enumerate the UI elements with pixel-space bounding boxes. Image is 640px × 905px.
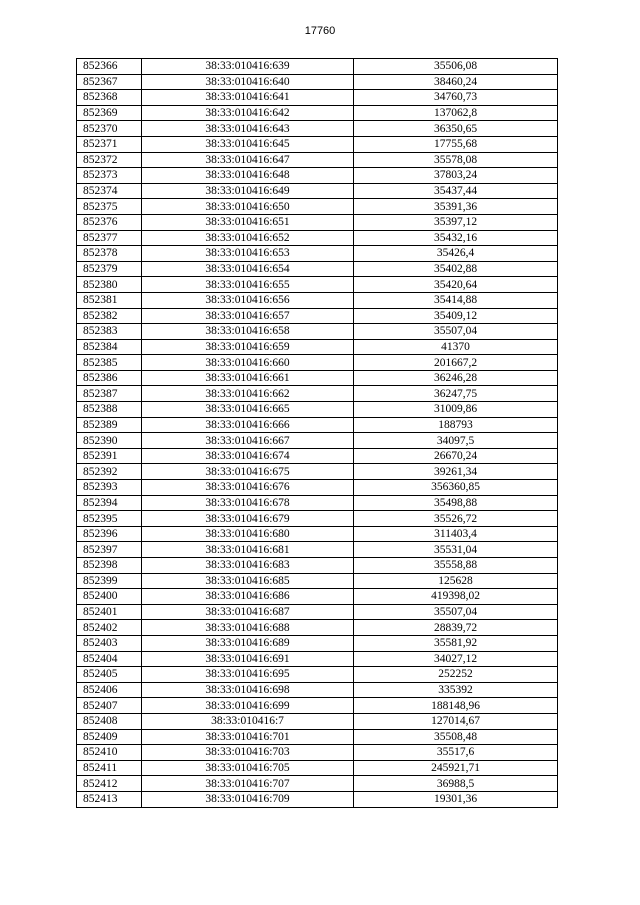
table-row	[77, 152, 558, 168]
value-cell: 38460,24	[354, 74, 558, 90]
value-cell: 35426,4	[354, 246, 558, 262]
cadastral-number-cell: 38:33:010416:707	[142, 776, 354, 792]
cadastral-number-cell: 38:33:010416:667	[142, 433, 354, 449]
table-row	[77, 651, 558, 667]
table-row	[77, 635, 558, 651]
table-row	[77, 59, 558, 75]
table-row	[77, 277, 558, 293]
value-cell: 28839,72	[354, 620, 558, 636]
table-row	[77, 136, 558, 152]
value-cell: 36246,28	[354, 370, 558, 386]
value-cell: 35526,72	[354, 511, 558, 527]
table-row	[77, 246, 558, 262]
value-cell: 19301,36	[354, 791, 558, 807]
value-cell: 35414,88	[354, 292, 558, 308]
record-number-cell: 852409	[77, 729, 142, 745]
table-row	[77, 745, 558, 761]
table-row	[77, 495, 558, 511]
table-row	[77, 573, 558, 589]
value-cell: 17755,68	[354, 136, 558, 152]
value-cell: 37803,24	[354, 168, 558, 184]
value-cell: 35578,08	[354, 152, 558, 168]
cadastral-number-cell: 38:33:010416:649	[142, 183, 354, 199]
cadastral-number-cell: 38:33:010416:685	[142, 573, 354, 589]
record-number-cell: 852386	[77, 370, 142, 386]
record-number-cell: 852389	[77, 417, 142, 433]
cadastral-number-cell: 38:33:010416:678	[142, 495, 354, 511]
record-number-cell: 852401	[77, 604, 142, 620]
cadastral-number-cell: 38:33:010416:640	[142, 74, 354, 90]
cadastral-number-cell: 38:33:010416:688	[142, 620, 354, 636]
record-number-cell: 852390	[77, 433, 142, 449]
cadastral-number-cell: 38:33:010416:651	[142, 214, 354, 230]
cadastral-number-cell: 38:33:010416:699	[142, 698, 354, 714]
table-row	[77, 386, 558, 402]
value-cell: 252252	[354, 667, 558, 683]
record-number-cell: 852380	[77, 277, 142, 293]
table-row	[77, 604, 558, 620]
cadastral-number-cell: 38:33:010416:7	[142, 713, 354, 729]
value-cell: 36988,5	[354, 776, 558, 792]
table-row	[77, 558, 558, 574]
value-cell: 36350,65	[354, 121, 558, 137]
value-cell: 35498,88	[354, 495, 558, 511]
cadastral-number-cell: 38:33:010416:691	[142, 651, 354, 667]
value-cell: 311403,4	[354, 526, 558, 542]
cadastral-number-cell: 38:33:010416:660	[142, 355, 354, 371]
record-number-cell: 852406	[77, 682, 142, 698]
value-cell: 35507,04	[354, 604, 558, 620]
record-number-cell: 852378	[77, 246, 142, 262]
table-row	[77, 526, 558, 542]
record-number-cell: 852404	[77, 651, 142, 667]
record-number-cell: 852369	[77, 105, 142, 121]
cadastral-number-cell: 38:33:010416:655	[142, 277, 354, 293]
table-row	[77, 402, 558, 418]
record-number-cell: 852413	[77, 791, 142, 807]
cadastral-number-cell: 38:33:010416:705	[142, 760, 354, 776]
value-cell: 35508,48	[354, 729, 558, 745]
table-row	[77, 199, 558, 215]
table-row	[77, 698, 558, 714]
cadastral-number-cell: 38:33:010416:653	[142, 246, 354, 262]
value-cell: 35409,12	[354, 308, 558, 324]
value-cell: 125628	[354, 573, 558, 589]
table-row	[77, 90, 558, 106]
table-row	[77, 74, 558, 90]
table-row	[77, 542, 558, 558]
record-number-cell: 852387	[77, 386, 142, 402]
value-cell: 35437,44	[354, 183, 558, 199]
cadastral-number-cell: 38:33:010416:674	[142, 448, 354, 464]
cadastral-number-cell: 38:33:010416:647	[142, 152, 354, 168]
cadastral-number-cell: 38:33:010416:681	[142, 542, 354, 558]
value-cell: 34027,12	[354, 651, 558, 667]
cadastral-number-cell: 38:33:010416:656	[142, 292, 354, 308]
record-number-cell: 852388	[77, 402, 142, 418]
cadastral-number-cell: 38:33:010416:698	[142, 682, 354, 698]
table-row	[77, 214, 558, 230]
cadastral-number-cell: 38:33:010416:689	[142, 635, 354, 651]
cadastral-number-cell: 38:33:010416:639	[142, 59, 354, 75]
cadastral-number-cell: 38:33:010416:662	[142, 386, 354, 402]
table-row	[77, 230, 558, 246]
cadastral-number-cell: 38:33:010416:683	[142, 558, 354, 574]
table-row	[77, 464, 558, 480]
record-number-cell: 852393	[77, 480, 142, 496]
record-number-cell: 852370	[77, 121, 142, 137]
table-row	[77, 776, 558, 792]
cadastral-number-cell: 38:33:010416:679	[142, 511, 354, 527]
record-number-cell: 852391	[77, 448, 142, 464]
record-number-cell: 852395	[77, 511, 142, 527]
cadastral-number-cell: 38:33:010416:654	[142, 261, 354, 277]
value-cell: 35507,04	[354, 324, 558, 340]
cadastral-number-cell: 38:33:010416:657	[142, 308, 354, 324]
cadastral-number-cell: 38:33:010416:686	[142, 589, 354, 605]
page-number: 17760	[304, 25, 336, 37]
table-row	[77, 168, 558, 184]
record-number-cell: 852374	[77, 183, 142, 199]
record-number-cell: 852372	[77, 152, 142, 168]
value-cell: 35432,16	[354, 230, 558, 246]
value-cell: 35391,36	[354, 199, 558, 215]
value-cell: 35420,64	[354, 277, 558, 293]
value-cell: 31009,86	[354, 402, 558, 418]
cadastral-number-cell: 38:33:010416:659	[142, 339, 354, 355]
registry-table-body	[77, 59, 558, 808]
cadastral-number-cell: 38:33:010416:703	[142, 745, 354, 761]
record-number-cell: 852397	[77, 542, 142, 558]
cadastral-number-cell: 38:33:010416:643	[142, 121, 354, 137]
value-cell: 35531,04	[354, 542, 558, 558]
table-row	[77, 620, 558, 636]
record-number-cell: 852377	[77, 230, 142, 246]
cadastral-number-cell: 38:33:010416:687	[142, 604, 354, 620]
table-row	[77, 105, 558, 121]
value-cell: 35558,88	[354, 558, 558, 574]
record-number-cell: 852385	[77, 355, 142, 371]
cadastral-number-cell: 38:33:010416:642	[142, 105, 354, 121]
cadastral-number-cell: 38:33:010416:661	[142, 370, 354, 386]
value-cell: 188148,96	[354, 698, 558, 714]
cadastral-number-cell: 38:33:010416:645	[142, 136, 354, 152]
record-number-cell: 852407	[77, 698, 142, 714]
value-cell: 419398,02	[354, 589, 558, 605]
cadastral-number-cell: 38:33:010416:650	[142, 199, 354, 215]
record-number-cell: 852396	[77, 526, 142, 542]
table-row	[77, 682, 558, 698]
record-number-cell: 852411	[77, 760, 142, 776]
cadastral-number-cell: 38:33:010416:641	[142, 90, 354, 106]
table-row	[77, 511, 558, 527]
record-number-cell: 852402	[77, 620, 142, 636]
cadastral-number-cell: 38:33:010416:701	[142, 729, 354, 745]
table-row	[77, 183, 558, 199]
table-row	[77, 355, 558, 371]
record-number-cell: 852408	[77, 713, 142, 729]
cadastral-number-cell: 38:33:010416:709	[142, 791, 354, 807]
record-number-cell: 852384	[77, 339, 142, 355]
table-row	[77, 448, 558, 464]
table-row	[77, 417, 558, 433]
value-cell: 35397,12	[354, 214, 558, 230]
record-number-cell: 852412	[77, 776, 142, 792]
table-row	[77, 760, 558, 776]
cadastral-number-cell: 38:33:010416:675	[142, 464, 354, 480]
value-cell: 127014,67	[354, 713, 558, 729]
value-cell: 35402,88	[354, 261, 558, 277]
value-cell: 39261,34	[354, 464, 558, 480]
value-cell: 36247,75	[354, 386, 558, 402]
value-cell: 137062,8	[354, 105, 558, 121]
value-cell: 34760,73	[354, 90, 558, 106]
value-cell: 35581,92	[354, 635, 558, 651]
value-cell: 35517,6	[354, 745, 558, 761]
table-row	[77, 292, 558, 308]
value-cell: 201667,2	[354, 355, 558, 371]
record-number-cell: 852392	[77, 464, 142, 480]
record-number-cell: 852394	[77, 495, 142, 511]
registry-table	[76, 58, 558, 808]
cadastral-number-cell: 38:33:010416:666	[142, 417, 354, 433]
record-number-cell: 852400	[77, 589, 142, 605]
table-row	[77, 589, 558, 605]
record-number-cell: 852373	[77, 168, 142, 184]
table-row	[77, 339, 558, 355]
table-row	[77, 729, 558, 745]
record-number-cell: 852367	[77, 74, 142, 90]
record-number-cell: 852383	[77, 324, 142, 340]
value-cell: 26670,24	[354, 448, 558, 464]
value-cell: 356360,85	[354, 480, 558, 496]
record-number-cell: 852405	[77, 667, 142, 683]
record-number-cell: 852371	[77, 136, 142, 152]
record-number-cell: 852379	[77, 261, 142, 277]
value-cell: 335392	[354, 682, 558, 698]
table-row	[77, 713, 558, 729]
cadastral-number-cell: 38:33:010416:658	[142, 324, 354, 340]
table-row	[77, 261, 558, 277]
record-number-cell: 852410	[77, 745, 142, 761]
value-cell: 35506,08	[354, 59, 558, 75]
cadastral-number-cell: 38:33:010416:648	[142, 168, 354, 184]
value-cell: 188793	[354, 417, 558, 433]
cadastral-number-cell: 38:33:010416:695	[142, 667, 354, 683]
record-number-cell: 852368	[77, 90, 142, 106]
record-number-cell: 852381	[77, 292, 142, 308]
cadastral-number-cell: 38:33:010416:652	[142, 230, 354, 246]
cadastral-number-cell: 38:33:010416:665	[142, 402, 354, 418]
table-row	[77, 308, 558, 324]
cadastral-number-cell: 38:33:010416:676	[142, 480, 354, 496]
table-row	[77, 121, 558, 137]
table-row	[77, 433, 558, 449]
table-row	[77, 324, 558, 340]
value-cell: 34097,5	[354, 433, 558, 449]
table-row	[77, 667, 558, 683]
record-number-cell: 852376	[77, 214, 142, 230]
record-number-cell: 852403	[77, 635, 142, 651]
table-row	[77, 480, 558, 496]
table-row	[77, 791, 558, 807]
record-number-cell: 852382	[77, 308, 142, 324]
cadastral-number-cell: 38:33:010416:680	[142, 526, 354, 542]
record-number-cell: 852366	[77, 59, 142, 75]
table-row	[77, 370, 558, 386]
value-cell: 41370	[354, 339, 558, 355]
record-number-cell: 852399	[77, 573, 142, 589]
record-number-cell: 852375	[77, 199, 142, 215]
value-cell: 245921,71	[354, 760, 558, 776]
record-number-cell: 852398	[77, 558, 142, 574]
